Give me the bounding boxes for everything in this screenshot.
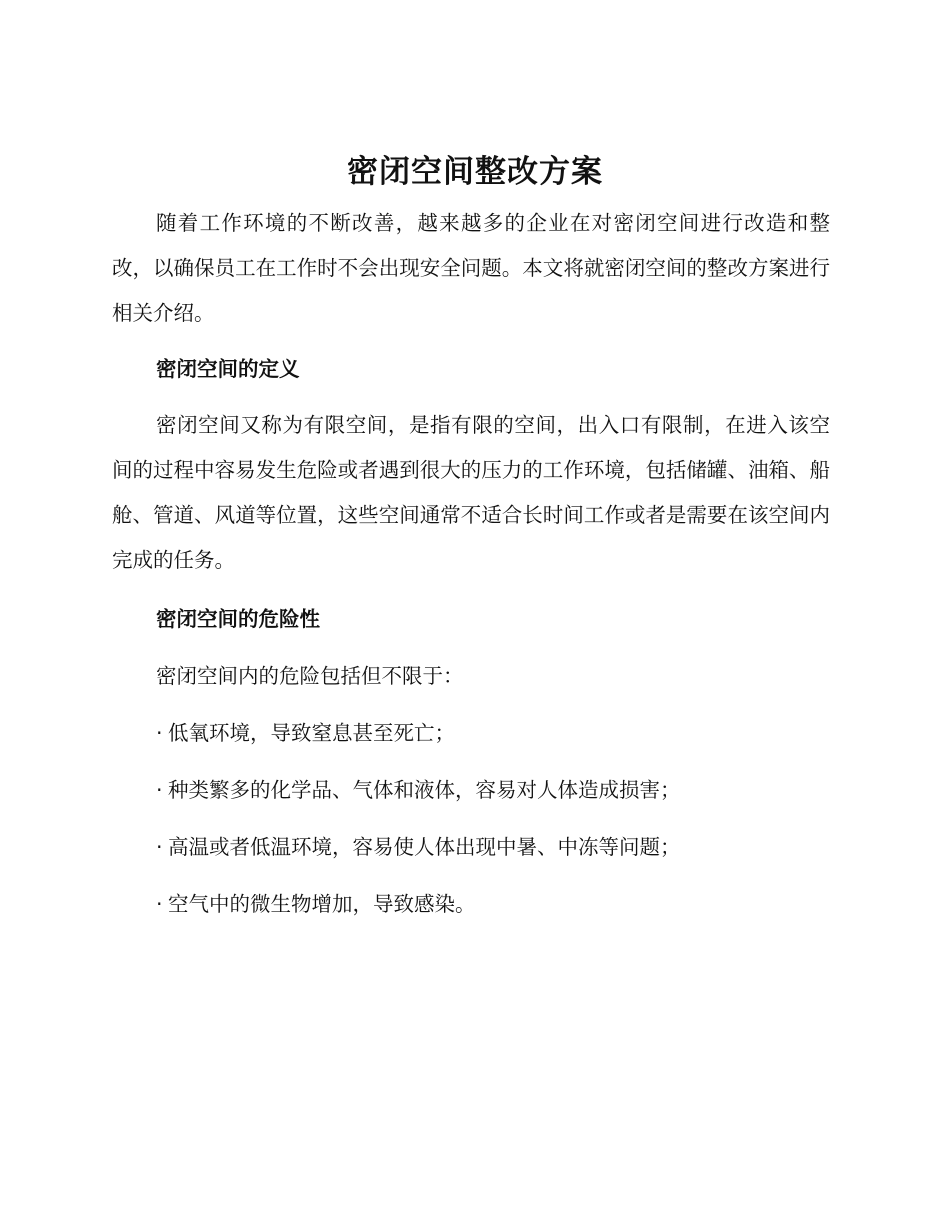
intro-paragraph: 随着工作环境的不断改善，越来越多的企业在对密闭空间进行改造和整改，以确保员工在工作时不会出现安全问题。本文将就密闭空间的整改方案进行相关介绍。: [112, 211, 830, 325]
hazard-list-item-text: 低氧环境，导致窒息甚至死亡；: [168, 721, 455, 745]
hazard-list-item: [156, 888, 476, 920]
hazard-list-item: [156, 717, 455, 749]
hazard-list-item-text: 高温或者低温环境，容易使人体出现中暑、中冻等问题；: [168, 835, 681, 859]
bullet-dot-icon: ·: [156, 892, 163, 916]
definition-paragraph: 密闭空间又称为有限空间，是指有限的空间，出入口有限制，在进入该空间的过程中容易发生危险或者遇到很大的压力的工作环境，包括储罐、油箱、船舱、管道、风道等位置，这些空间通常不适合长时间工作或者是需要在该空间内完成的任务。: [112, 413, 830, 572]
hazard-list-item-text: 种类繁多的化学品、气体和液体，容易对人体造成损害；: [168, 778, 681, 802]
bullet-dot-icon: ·: [156, 778, 163, 802]
hazards-lead-text: 密闭空间内的危险包括但不限于：: [156, 664, 464, 688]
hazard-list-item-text: 空气中的微生物增加，导致感染。: [168, 892, 476, 916]
hazard-list-item: [156, 774, 681, 806]
hazard-list-item: [156, 831, 681, 863]
document-title: 密闭空间整改方案: [347, 154, 603, 190]
bullet-dot-icon: ·: [156, 721, 163, 745]
bullet-dot-icon: ·: [156, 835, 163, 859]
section-heading-hazards: 密闭空间的危险性: [156, 607, 320, 631]
section-heading-definition: 密闭空间的定义: [156, 357, 300, 381]
